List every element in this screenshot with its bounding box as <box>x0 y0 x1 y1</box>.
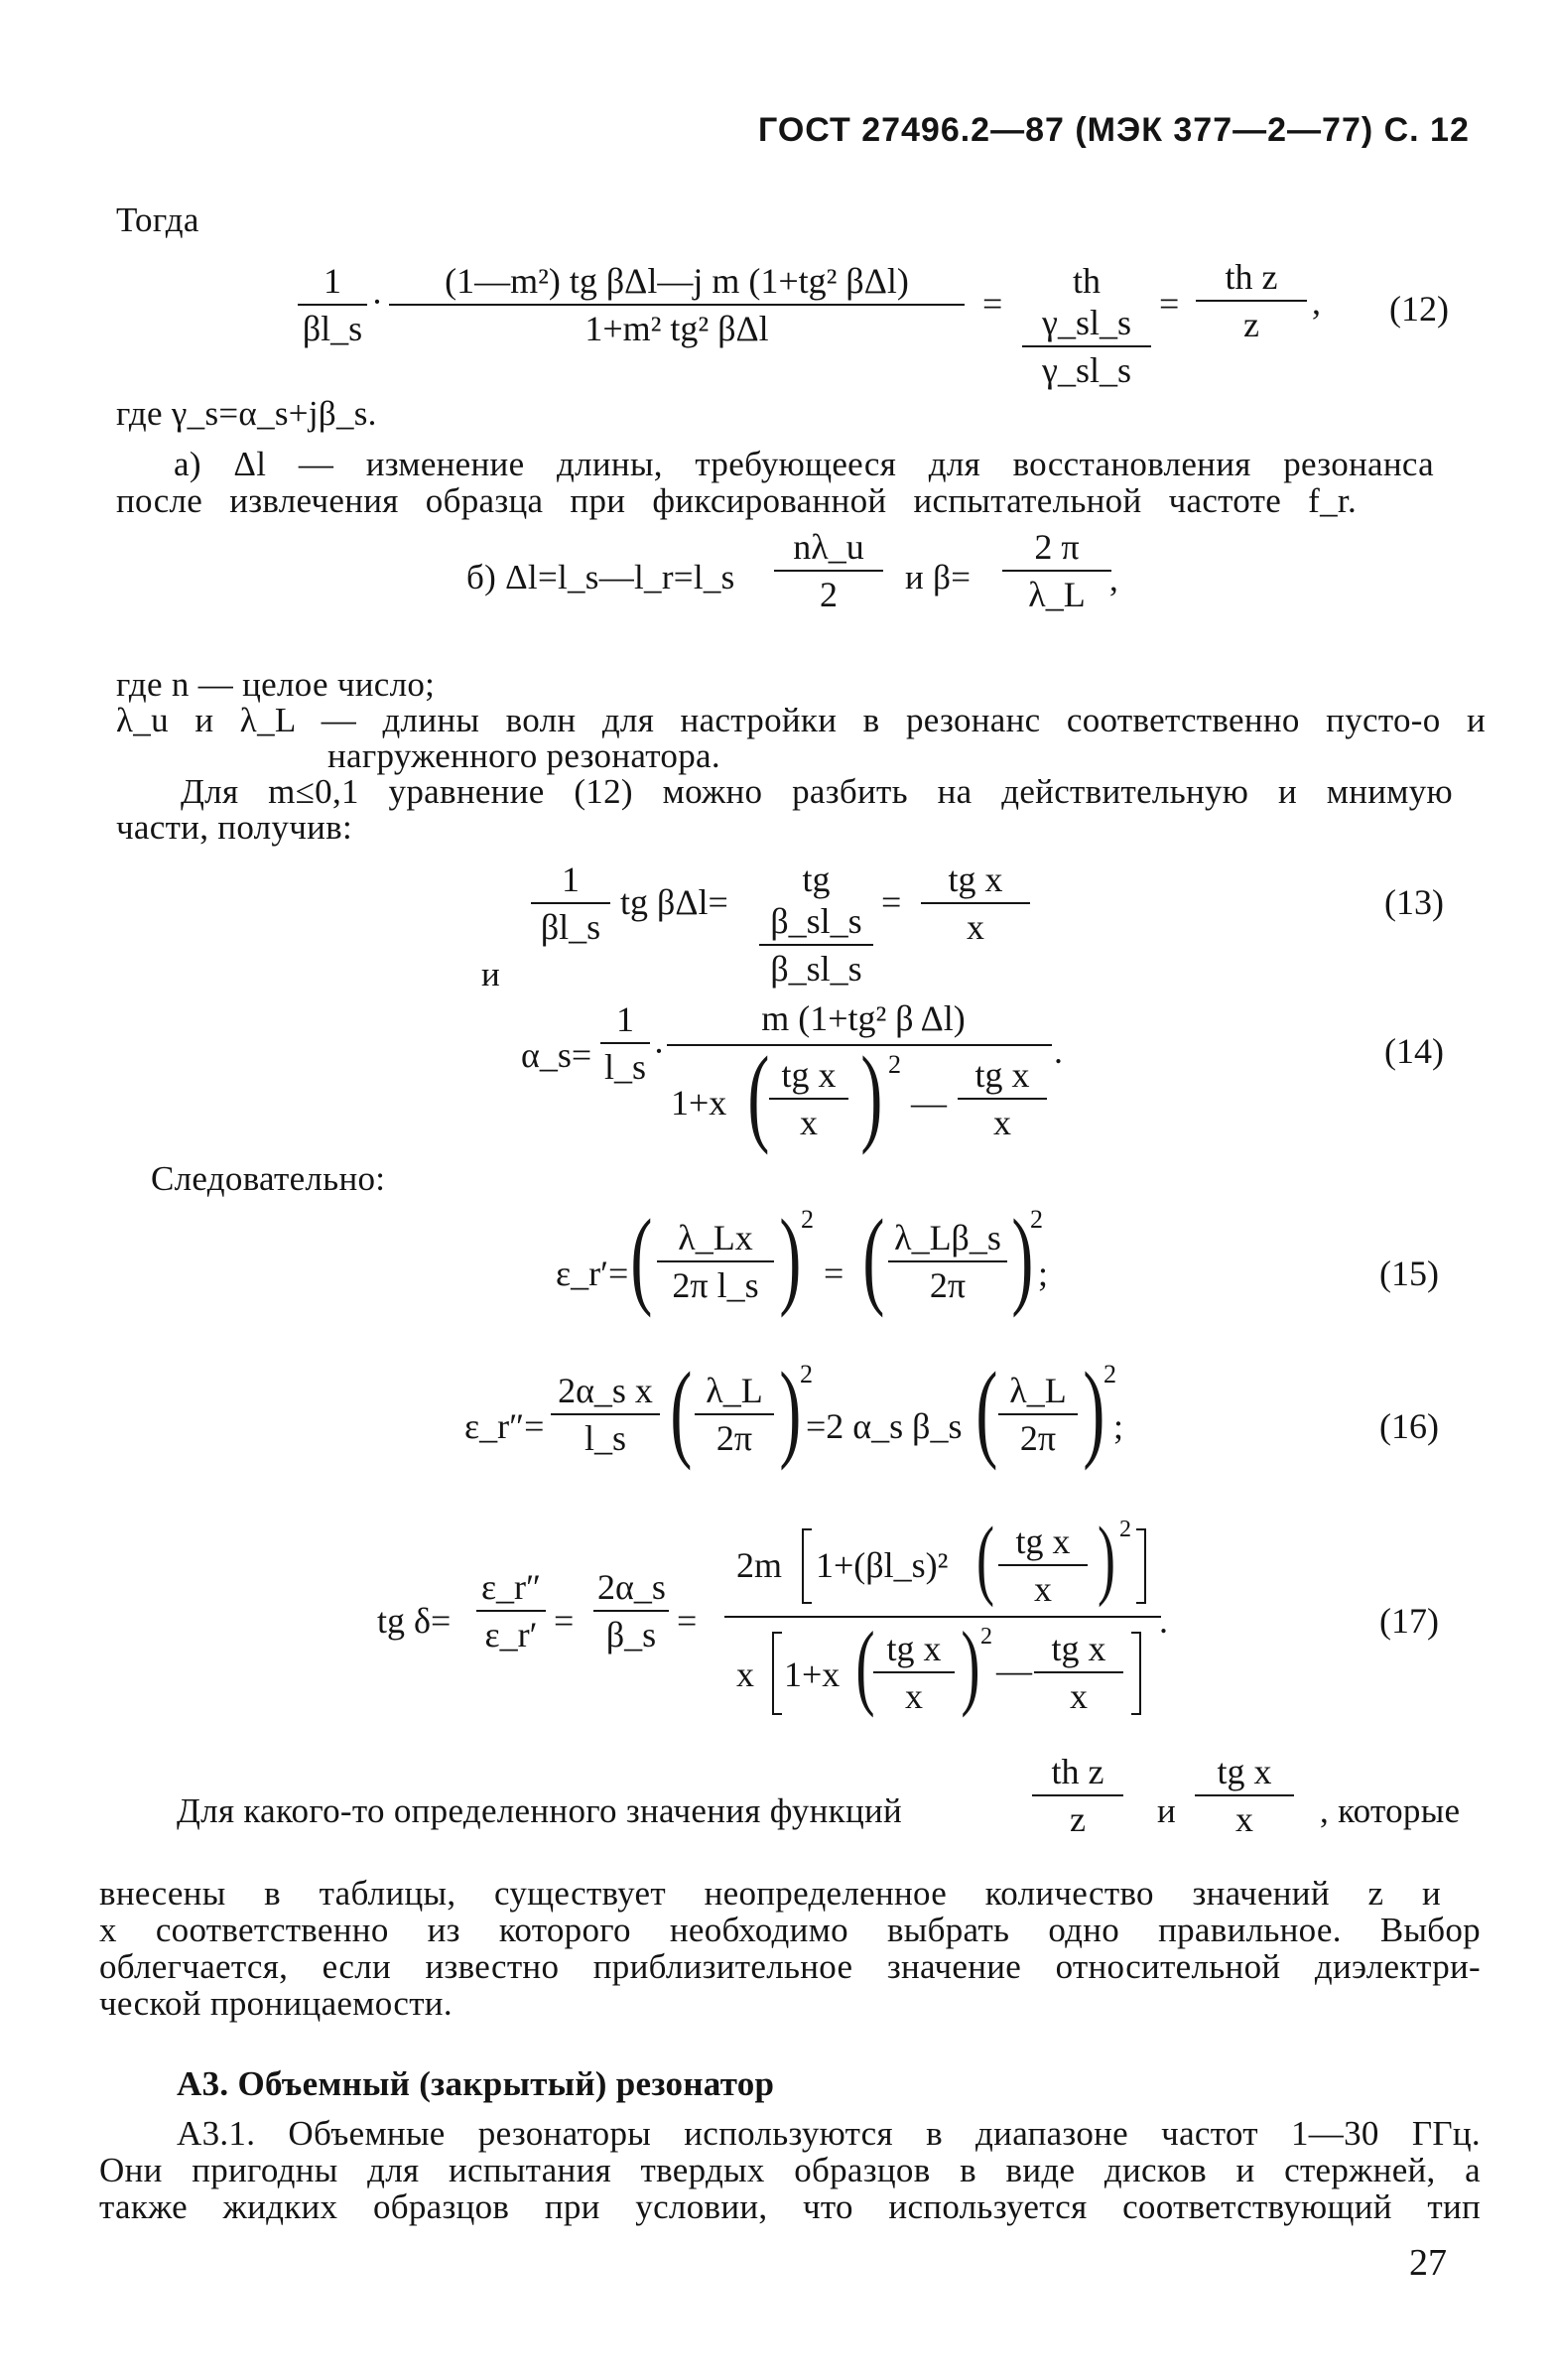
eq15-number: (15) <box>1379 1254 1439 1293</box>
intro-word: Тогда <box>116 200 199 239</box>
eq13-number: (13) <box>1384 882 1444 922</box>
eq12-fraction-4: $\frac{\text{th z}}{z}$ <box>1196 256 1307 345</box>
where-gamma: где γ_s=α_s+jβ_s. <box>116 394 377 433</box>
where-n-line-1: где n — целое число; <box>116 665 436 704</box>
eq12-fraction-3: $\frac{\text{th γ\_sl\_s}}{\gamma\_sl\_s}$ <box>1022 260 1151 391</box>
eq12-fraction-1: $\frac{1}{\beta l\_s}$ <box>298 260 367 349</box>
page-header: ГОСТ 27496.2—87 (МЭК 377—2—77) С. 12 <box>758 111 1470 149</box>
eq12-fraction-2: (1—m²) tg βΔl—j m (1+tg² βΔl) 1+m² tg² βΔl <box>389 260 965 349</box>
section-paragraph-line-3: также жидких образцов при условии, что используется соответствующий тип <box>99 2187 1481 2226</box>
where-n-line-2: λ_u и λ_L — длины волн для настройки в резонанс соответственно пусто-о и <box>116 701 1486 739</box>
eq17-number: (17) <box>1379 1601 1439 1641</box>
item-a-line-1: а) Δl — изменение длины, требующееся для восстановления резонанса <box>174 445 1434 483</box>
consequently-word: Следовательно: <box>151 1159 386 1198</box>
page-number: 27 <box>1409 2242 1447 2284</box>
section-paragraph-line-2: Они пригодны для испытания твердых образцов в виде дисков и стержней, а <box>99 2151 1481 2189</box>
eq16-number: (16) <box>1379 1406 1439 1446</box>
item-a-line-2: после извлечения образца при фиксированной испытательной частоте f_r. <box>116 481 1357 520</box>
section-title: А3. Объемный (закрытый) резонатор <box>177 2064 775 2103</box>
eq14-number: (14) <box>1384 1031 1444 1071</box>
and-word: и <box>481 955 501 993</box>
where-n-line-3: нагруженного резонатора. <box>327 736 720 775</box>
section-paragraph-line-1: А3.1. Объемные резонаторы используются в диапазоне частот 1—30 ГГц. <box>177 2114 1481 2153</box>
eq12-number: (12) <box>1389 289 1449 329</box>
split-paragraph-line-1: Для m≤0,1 уравнение (12) можно разбить на действительную и мнимую <box>181 772 1453 811</box>
split-paragraph-line-2: части, получив: <box>116 808 353 847</box>
